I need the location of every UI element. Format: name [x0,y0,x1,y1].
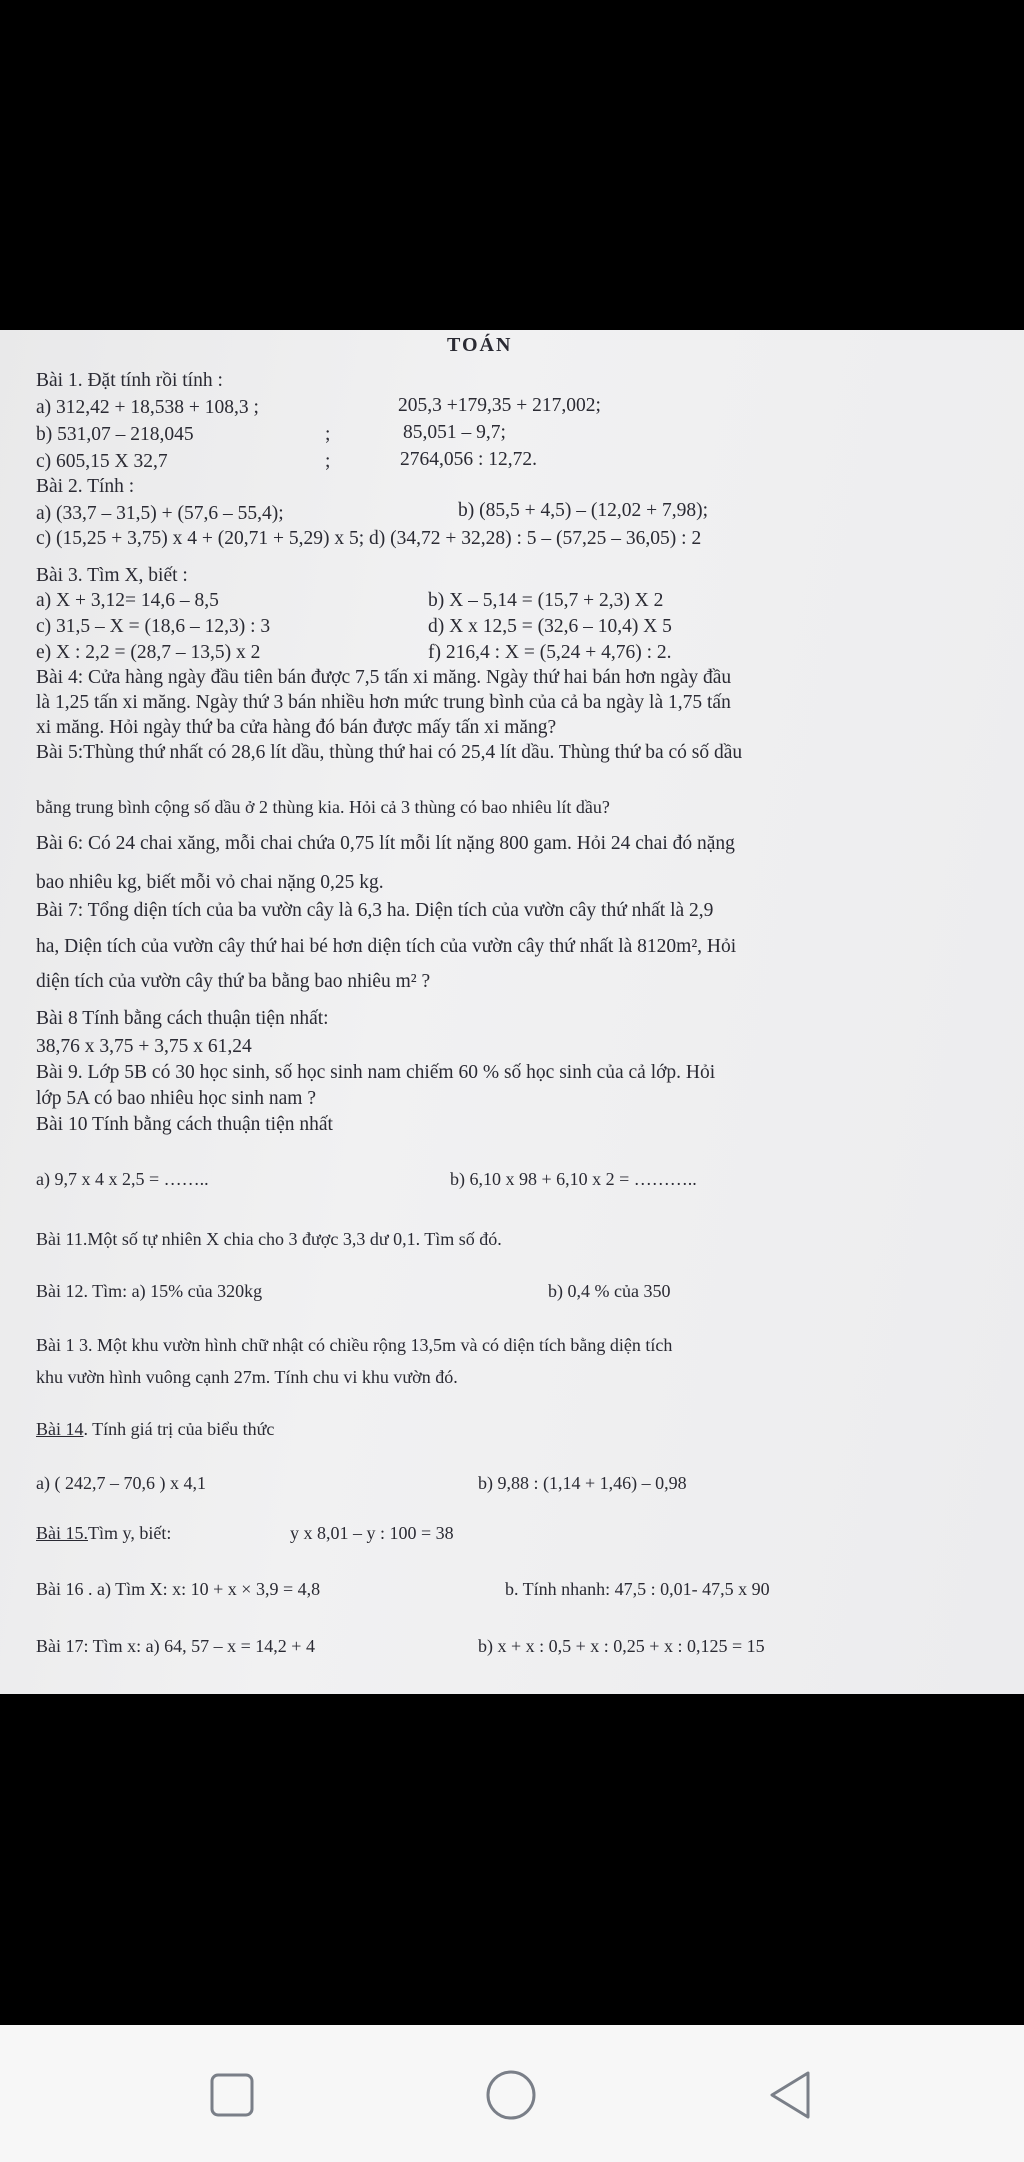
text-line-b1a1: a) 312,42 + 18,538 + 108,3 ; [36,397,259,418]
recent-apps-button[interactable] [206,2069,258,2121]
text-line-b4a: Bài 4: Cửa hàng ngày đầu tiên bán được 7,5 tấn xi măng. Ngày thứ hai bán hơn ngày đầu [36,667,732,688]
home-button[interactable] [485,2069,537,2121]
text-line-b3d: d) X x 12,5 = (32,6 – 10,4) X 5 [428,616,672,637]
text-line-b2b: b) (85,5 + 4,5) – (12,02 + 7,98); [458,500,709,521]
square-icon [210,2073,254,2117]
text-line-b3f: f) 216,4 : X = (5,24 + 4,76) : 2. [428,642,672,663]
text-line-b9a: Bài 9. Lớp 5B có 30 học sinh, số học sinh nam chiếm 60 % số học sinh của cả lớp. Hỏi [36,1062,716,1083]
text-line-b17b: b) x + x : 0,5 + x : 0,25 + x : 0,125 = 15 [478,1636,765,1656]
text-line-b16a: Bài 16 . a) Tìm X: x: 10 + x × 3,9 = 4,8 [36,1579,321,1599]
text-line-b1b1: b) 531,07 – 218,045 [36,424,194,445]
text-line-b1: Bài 1. Đặt tính rồi tính : [36,370,223,391]
text-line-b4c: xi măng. Hỏi ngày thứ ba cửa hàng đó bán được mấy tấn xi măng? [36,717,557,738]
text-line-b12a: Bài 12. Tìm: a) 15% của 320kg [36,1281,263,1301]
text-line-b7c: diện tích của vườn cây thứ ba bằng bao nhiêu m² ? [36,971,431,992]
text-line-b2a: a) (33,7 – 31,5) + (57,6 – 55,4); [36,503,284,524]
text-line-b3: Bài 3. Tìm X, biết : [36,565,188,586]
back-triangle-icon [766,2069,814,2121]
text-line-b7a: Bài 7: Tổng diện tích của ba vườn cây là 6,3 ha. Diện tích của vườn cây thứ nhất là 2,9 [36,900,714,921]
text-line-b12b: b) 0,4 % của 350 [548,1281,671,1301]
text-line-b17a: Bài 17: Tìm x: a) 64, 57 – x = 14,2 + 4 [36,1636,315,1656]
back-button[interactable] [764,2069,816,2121]
text-line-b3e: e) X : 2,2 = (28,7 – 13,5) x 2 [36,642,261,663]
text-line-b6b: bao nhiêu kg, biết mỗi vỏ chai nặng 0,25 kg. [36,872,384,893]
text-line-b13b: khu vườn hình vuông cạnh 27m. Tính chu vi khu vườn đó. [36,1367,458,1387]
text-line-b2: Bài 2. Tính : [36,476,135,497]
text-line-b14a: a) ( 242,7 – 70,6 ) x 4,1 [36,1473,206,1493]
text-line-b1a2: 205,3 +179,35 + 217,002; [398,395,601,416]
text-line-b3c: c) 31,5 – X = (18,6 – 12,3) : 3 [36,616,271,637]
text-line-b14b: b) 9,88 : (1,14 + 1,46) – 0,98 [478,1473,687,1493]
text-line-b6a: Bài 6: Có 24 chai xăng, mỗi chai chứa 0,75 lít mỗi lít nặng 800 gam. Hỏi 24 chai đó nặng [36,833,735,854]
text-line-b7b: ha, Diện tích của vườn cây thứ hai bé hơn diện tích của vườn cây thứ nhất là 8120m², Hỏi [36,936,737,957]
text-line-b8e: 38,76 x 3,75 + 3,75 x 61,24 [36,1036,252,1057]
text-line-b1c3: 2764,056 : 12,72. [400,449,538,470]
text-line-b3b: b) X – 5,14 = (15,7 + 2,3) X 2 [428,590,664,611]
text-line-b16b: b. Tính nhanh: 47,5 : 0,01- 47,5 x 90 [505,1579,770,1599]
page-title: TOÁN [447,334,513,356]
text-line-b15: Bài 15.Tìm y, biết: [36,1523,172,1543]
text-line-b8: Bài 8 Tính bằng cách thuận tiện nhất: [36,1008,329,1029]
text-line-b2c: c) (15,25 + 3,75) x 4 + (20,71 + 5,29) x 5; d) (34,72 + 32,28) : 5 – (57,25 – 36,05) : 2 [36,528,702,549]
text-line-b13a: Bài 1 3. Một khu vườn hình chữ nhật có chiều rộng 13,5m và có diện tích bằng diện tích [36,1335,673,1355]
text-line-b1c1: c) 605,15 X 32,7 [36,451,168,472]
text-line-b1b2: ; [325,424,331,445]
text-line-b4b: là 1,25 tấn xi măng. Ngày thứ 3 bán nhiều hơn mức trung bình của cả ba ngày là 1,75 tấn [36,692,731,713]
text-line-b1b3: 85,051 – 9,7; [403,422,506,443]
text-line-b1c2: ; [325,451,331,472]
text-line-b9b: lớp 5A có bao nhiêu học sinh nam ? [36,1088,317,1109]
circle-icon [485,2069,537,2121]
text-line-b11: Bài 11.Một số tự nhiên X chia cho 3 được 3,3 dư 0,1. Tìm số đó. [36,1229,502,1249]
text-line-b10a: a) 9,7 x 4 x 2,5 = …….. [36,1169,209,1189]
text-line-b10b: b) 6,10 x 98 + 6,10 x 2 = ……….. [450,1169,697,1189]
text-line-b10: Bài 10 Tính bằng cách thuận tiện nhất [36,1114,333,1135]
android-navigation-bar [0,2025,1024,2162]
text-line-b15e: y x 8,01 – y : 100 = 38 [290,1523,454,1543]
text-line-b5b: bằng trung bình cộng số dầu ở 2 thùng kia. Hỏi cả 3 thùng có bao nhiêu lít dầu? [36,797,610,817]
text-line-b3a: a) X + 3,12= 14,6 – 8,5 [36,590,219,611]
text-line-b5a: Bài 5:Thùng thứ nhất có 28,6 lít dầu, thùng thứ hai có 25,4 lít dầu. Thùng thứ ba có số dầu [36,742,743,763]
text-line-b14: Bài 14. Tính giá trị của biểu thức [36,1419,275,1439]
